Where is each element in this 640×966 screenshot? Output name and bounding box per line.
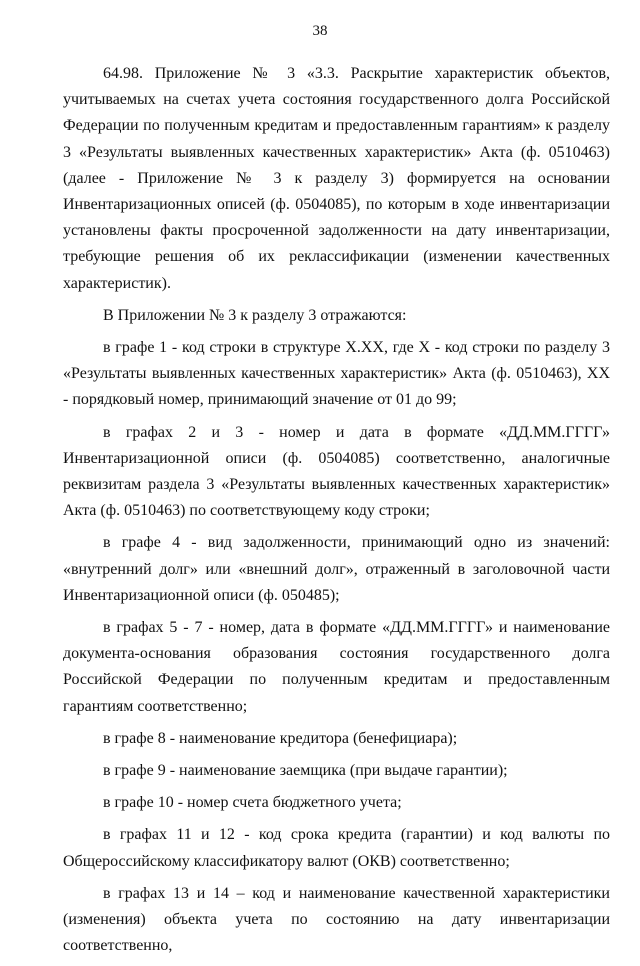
paragraph-intro-list: В Приложении № 3 к разделу 3 отражаются: <box>103 306 407 324</box>
paragraph-column-10: в графе 10 - номер счета бюджетного учета; <box>103 794 402 812</box>
paragraph-column-8: в графе 8 - наименование кредитора (бенефициара); <box>103 729 458 747</box>
paragraph-column-9: в графе 9 - наименование заемщика (при выдаче гарантии); <box>103 762 508 780</box>
document-body <box>63 61 610 966</box>
page-number: 38 <box>312 23 328 39</box>
paragraph-column-1: в графе 1 - код строки в структуре X.XX, где X - код строки по разделу 3 «Результаты выявленных качественных характеристик» Акта (ф. 0510463), XX - порядковый номер, принимающий значение от 01 до 99; <box>63 339 610 409</box>
paragraph-64-98: 64.98. Приложение № 3 «3.3. Раскрытие характеристик объектов, учитываемых на счетах учета состояния государственного долга Российской Федерации по полученным кредитам и предоставленным гарантиям» к разделу 3 «Результаты выявленных качественных характеристик» Акта (ф. 0510463) (далее - Приложение № 3 к разделу 3) формируется на основании Инвентаризационных описей (ф. 0504085), по которым в ходе инвентаризации установлены факты просроченной задолженности на дату инвентаризации, требующие решения об их реклассификации (изменении качественных характеристик). <box>63 65 610 292</box>
paragraph-columns-5-7: в графах 5 - 7 - номер, дата в формате «ДД.ММ.ГГГГ» и наименование документа-основания образования состояния государственного долга Российской Федерации по полученным кредитам и предоставленным гарантиям соответственно; <box>63 619 610 715</box>
paragraph-columns-2-3: в графах 2 и 3 - номер и дата в формате «ДД.ММ.ГГГГ» Инвентаризационной описи (ф. 0504085) соответственно, аналогичные реквизитам раздела 3 «Результаты выявленных качественных характеристик» Акта (ф. 0510463) по соответствующему коду строки; <box>63 423 610 520</box>
paragraph-columns-11-12: в графах 11 и 12 - код срока кредита (гарантии) и код валюты по Общероссийскому классификатору валют (ОКВ) соответственно; <box>63 826 610 870</box>
paragraph-column-4: в графе 4 - вид задолженности, принимающий одно из значений: «внутренний долг» или «внешний долг», отраженный в заголовочной части Инвентаризационной описи (ф. 050485); <box>63 534 610 604</box>
paragraph-columns-13-14: в графах 13 и 14 – код и наименование качественной характеристики (изменения) объекта учета по состоянию на дату инвентаризации соответственно, <box>63 884 610 955</box>
